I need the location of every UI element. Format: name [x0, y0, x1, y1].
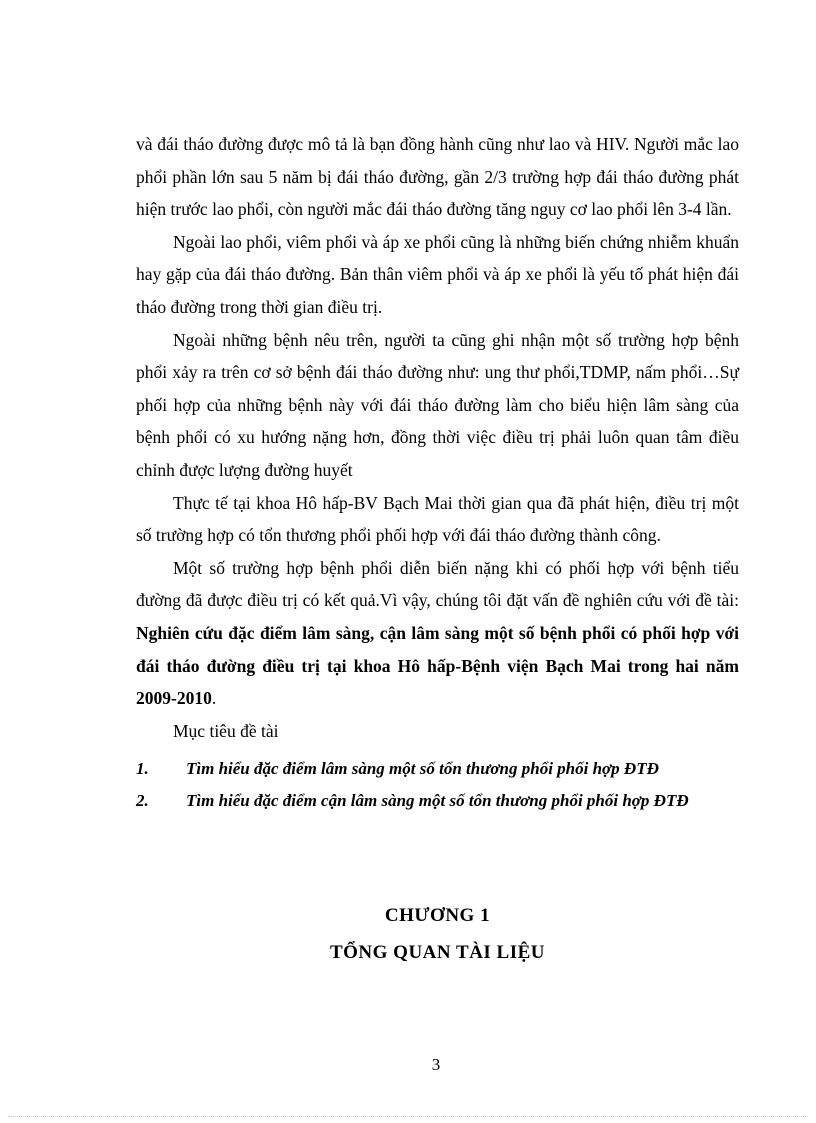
objectives-list [136, 753, 739, 817]
chapter-title: TỔNG QUAN TÀI LIỆU [329, 942, 546, 963]
page-number: 3 [431, 1055, 441, 1074]
objective-text: Tìm hiểu đặc điểm cận lâm sàng một số tổn thương phổi phối hợp ĐTĐ [186, 791, 689, 811]
paragraph: Thực tế tại khoa Hô hấp-BV Bạch Mai thời gian qua đã phát hiện, điều trị một số trường hợp có tổn thương phổi phối hợp với đái tháo đường thành công. [136, 492, 739, 546]
paragraph-end: . [211, 688, 217, 709]
body-text [136, 128, 739, 817]
objective-item [136, 753, 739, 785]
objective-number: 1. [136, 759, 149, 779]
objective-item [136, 785, 739, 817]
paragraph: và đái tháo đường được mô tả là bạn đồng hành cũng như lao và HIV. Người mắc lao phổi phần lớn sau 5 năm bị đái tháo đường, gần 2/3 trường hợp đái tháo đường phát hiện trước lao phổi, còn người mắc đái tháo đường tăng nguy cơ lao phổi lên 3-4 lần. [136, 134, 739, 220]
research-title: Nghiên cứu đặc điểm lâm sàng, cận lâm sàng một số bệnh phổi có phối hợp với đái tháo đường điều trị tại khoa Hô hấp-Bệnh viện Bạch Mai trong hai năm 2009-2010 [136, 622, 739, 709]
paragraph-lead: Một số trường hợp bệnh phổi diễn biến nặng khi có phối hợp với bệnh tiểu đường đã được điều trị có kết quả.Vì vậy, chúng tôi đặt vấn đề nghiên cứu với đề tài: [136, 557, 739, 611]
page-divider [8, 1116, 808, 1117]
paragraph-research-topic [136, 552, 739, 715]
objective-text: Tìm hiểu đặc điểm lâm sàng một số tổn thương phổi phối hợp ĐTĐ [186, 759, 659, 779]
objective-number: 2. [136, 791, 149, 811]
chapter-number: CHƯƠNG 1 [384, 905, 491, 926]
paragraph: Ngoài lao phổi, viêm phổi và áp xe phổi cũng là những biến chứng nhiễm khuẩn hay gặp của đái tháo đường. Bản thân viêm phổi và áp xe phổi là yếu tố phát hiện đái tháo đường trong thời gian điều trị. [136, 231, 739, 317]
paragraph: Ngoài những bệnh nêu trên, người ta cũng ghi nhận một số trường hợp bệnh phổi xảy ra trên cơ sở bệnh đái tháo đường như: ung thư phổi,TDMP, nấm phổi…Sự phối hợp của những bệnh này với đái tháo đường làm cho biểu hiện lâm sàng của bệnh phổi có xu hướng nặng hơn, đồng thời việc điều trị phải luôn quan tâm điều chỉnh được lượng đường huyết [136, 329, 739, 480]
goals-label: Mục tiêu đề tài [173, 720, 279, 741]
